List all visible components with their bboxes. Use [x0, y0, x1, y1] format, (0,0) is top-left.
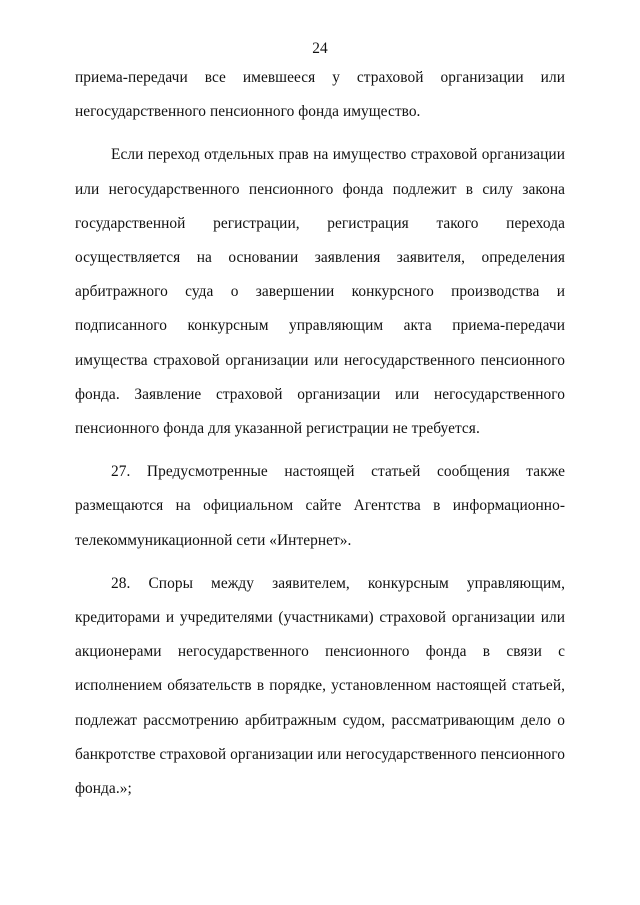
- paragraph-item-28: 28. Споры между заявителем, конкурсным управляющим, кредиторами и учредителями (участниками) страховой организации или акционерами негосударственного пенсионного фонда в связи с исполнением обязательств в порядке, установленном настоящей статьей, подлежат рассмотрению арбитражным судом, рассматривающим дело о банкротстве страховой организации или негосударственного пенсионного фонда.»;: [75, 574, 565, 798]
- paragraph-item-27: 27. Предусмотренные настоящей статьей сообщения также размещаются на официальном сайте Агентства в информационно-телекоммуникационной сети «Интернет».: [75, 463, 565, 549]
- paragraph-continued: приема-передачи все имевшееся у страховой организации или негосударственного пенсионного фонда имущество.: [75, 69, 565, 121]
- paragraph-property-registration: Если переход отдельных прав на имущество страховой организации или негосударственного пенсионного фонда подлежит в силу закона государственной регистрации, регистрация такого перехода осуществляется на основании заявления заявителя, определения арбитражного суда о завершении конкурсного производства и подписанного конкурсным управляющим акта приема-передачи имущества страховой организации или негосударственного пенсионного фонда. Заявление страховой организации или негосударственного пенсионного фонда для указанной регистрации не требуется.: [75, 146, 565, 438]
- page-number: 24: [312, 40, 328, 57]
- document-body: [75, 61, 565, 815]
